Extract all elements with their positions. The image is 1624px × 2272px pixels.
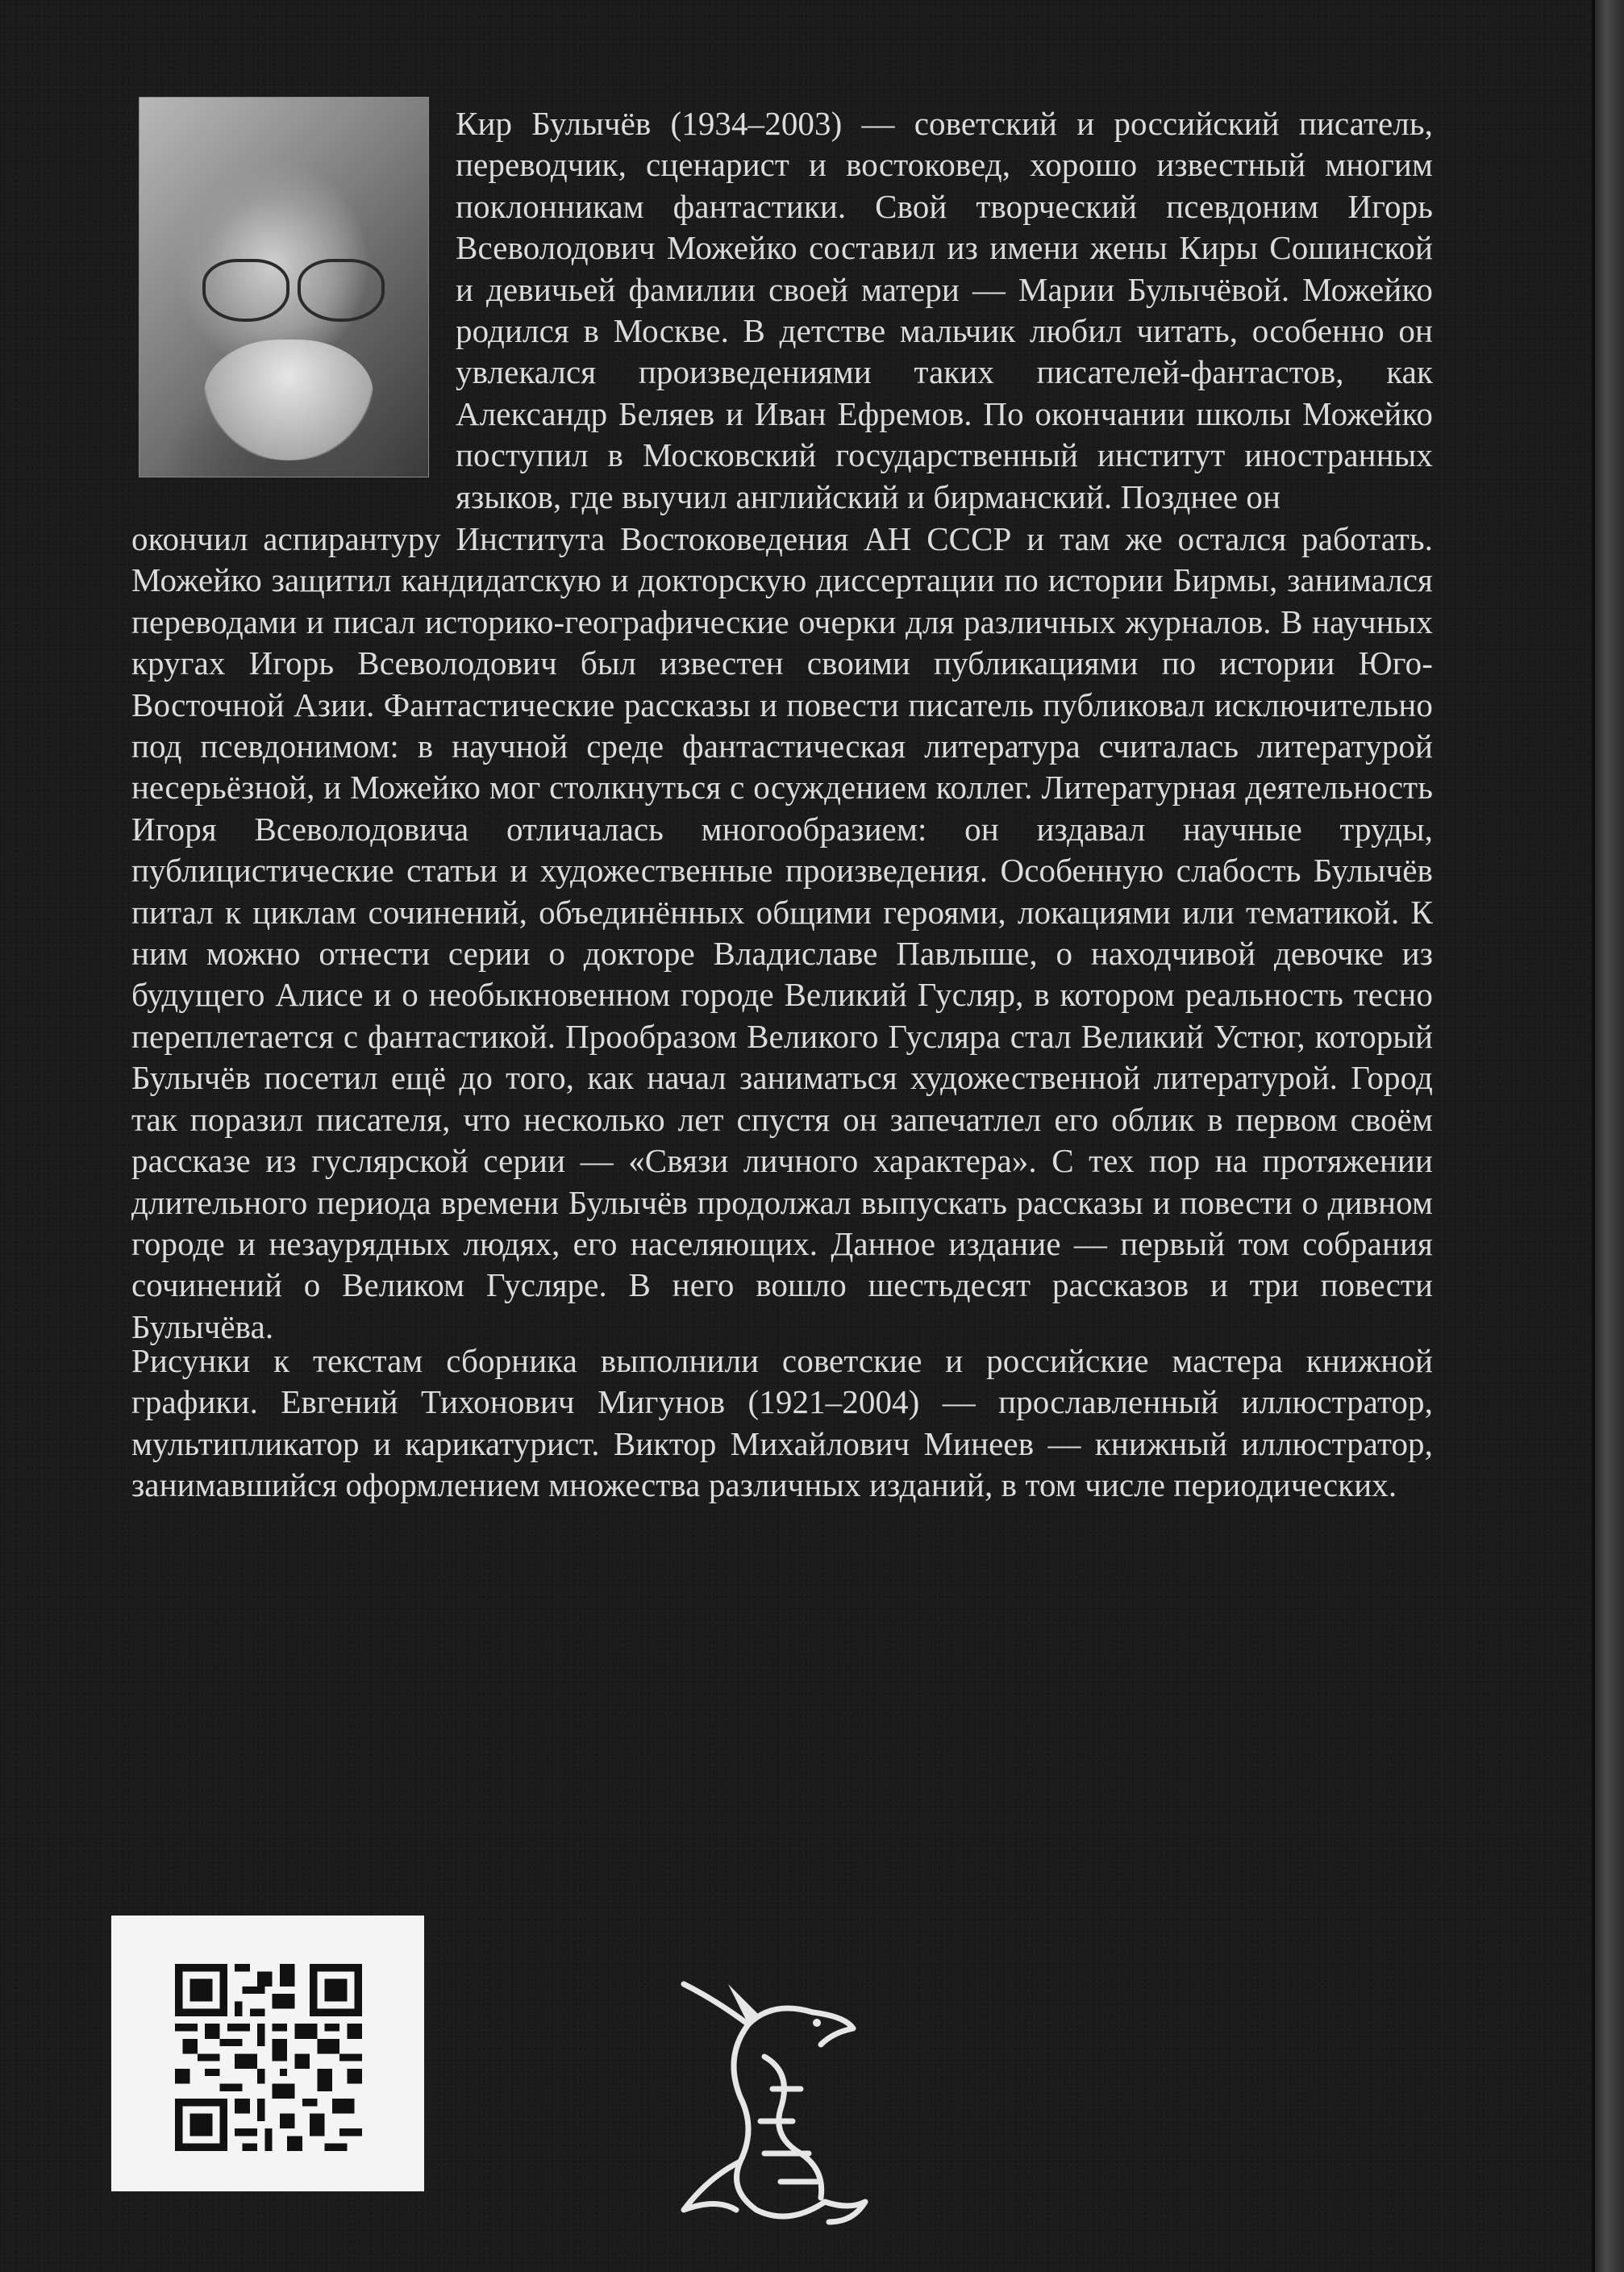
bio-body-text: окончил аспирантуру Института Востоковедения АН СССР и там же остался работать. Можейко защитил кандидатскую и докторскую диссертации по истории Бирмы, занимался переводами и писал историко-географические очерки для различных журналов. В научных кругах Игорь Всеволодович был известен своими публикациями по истории Юго-Восточной Азии. Фантастические рассказы и повести писатель публиковал исключительно под псевдонимом: в научной среде фантастическая литература считалась литературой несерьёзной, и Можейко мог столкнуться с осуждением коллег. Литературная деятельность Игоря Всеволодовича отличалась многообразием: он издавал научные труды, публицистические статьи и художественные произведения. Особенную слабость Булычёв питал к циклам сочинений, объединённых общими героями, локациями или тематикой. К ним можно отнести серии о докторе Владиславе Павлыше, о находчивой девочке из будущего Алисе и о необыкновенном городе Великий Гусляр, в котором реальность тесно переплетается с фантастикой. Прообразом Великого Гусляра стал Великий Устюг, который Булычёв посетил ещё до того, как начал заниматься художественной литературой. Город так поразил писателя, что несколько лет спустя он запечатлел его облик в первом своём рассказе из гуслярской серии — «Связи личного характера». С тех пор на протяжении длительного периода времени Булычёв продолжал выпускать рассказы и повести о дивном городе и незаурядных людях, его населяющих. Данное издание — первый том собрания сочинений о Великом Гусляре. В него вошло шестьдесят рассказов и три повести Булычёва.	[131, 520, 1433, 1345]
author-photo	[139, 97, 429, 477]
bio-body-block	[131, 519, 1433, 1348]
qr-code-icon[interactable]	[111, 1916, 424, 2191]
illustrators-block	[131, 1340, 1433, 1507]
bio-intro-block	[456, 103, 1433, 518]
book-spine	[1595, 0, 1624, 2272]
bio-intro-text: Кир Булычёв (1934–2003) — советский и российский писатель, переводчик, сценарист и востоковед, хорошо известный многим поклонникам фантастики. Свой творческий псевдоним Игорь Всеволодович Можейко составил из имени жены Киры Сошинской и девичьей фамилии своей матери — Марии Булычёвой. Можейко родился в Москве. В детстве мальчик любил читать, особенно он увлекался произведениями таких писателей-фантастов, как Александр Беляев и Иван Ефремов. По окончании школы Можейко поступил в Московский государственный институт иностранных языков, где выучил английский и бирманский. Позднее он	[456, 105, 1433, 515]
dragon-logo-icon	[652, 1968, 877, 2232]
beard	[204, 340, 373, 461]
glasses-right-lens	[298, 259, 385, 322]
illustrators-text: Рисунки к текстам сборника выполнили советские и российские мастера книжной графики. Евгений Тихонович Мигунов (1921–2004) — прославленный иллюстратор, мультипликатор и карикатурист. Виктор Михайлович Минеев — книжный иллюстратор, занимавшийся оформлением множества различных изданий, в том числе периодических.	[131, 1342, 1433, 1504]
glasses-left-lens	[202, 259, 289, 322]
qr-code-graphic	[175, 1964, 362, 2151]
